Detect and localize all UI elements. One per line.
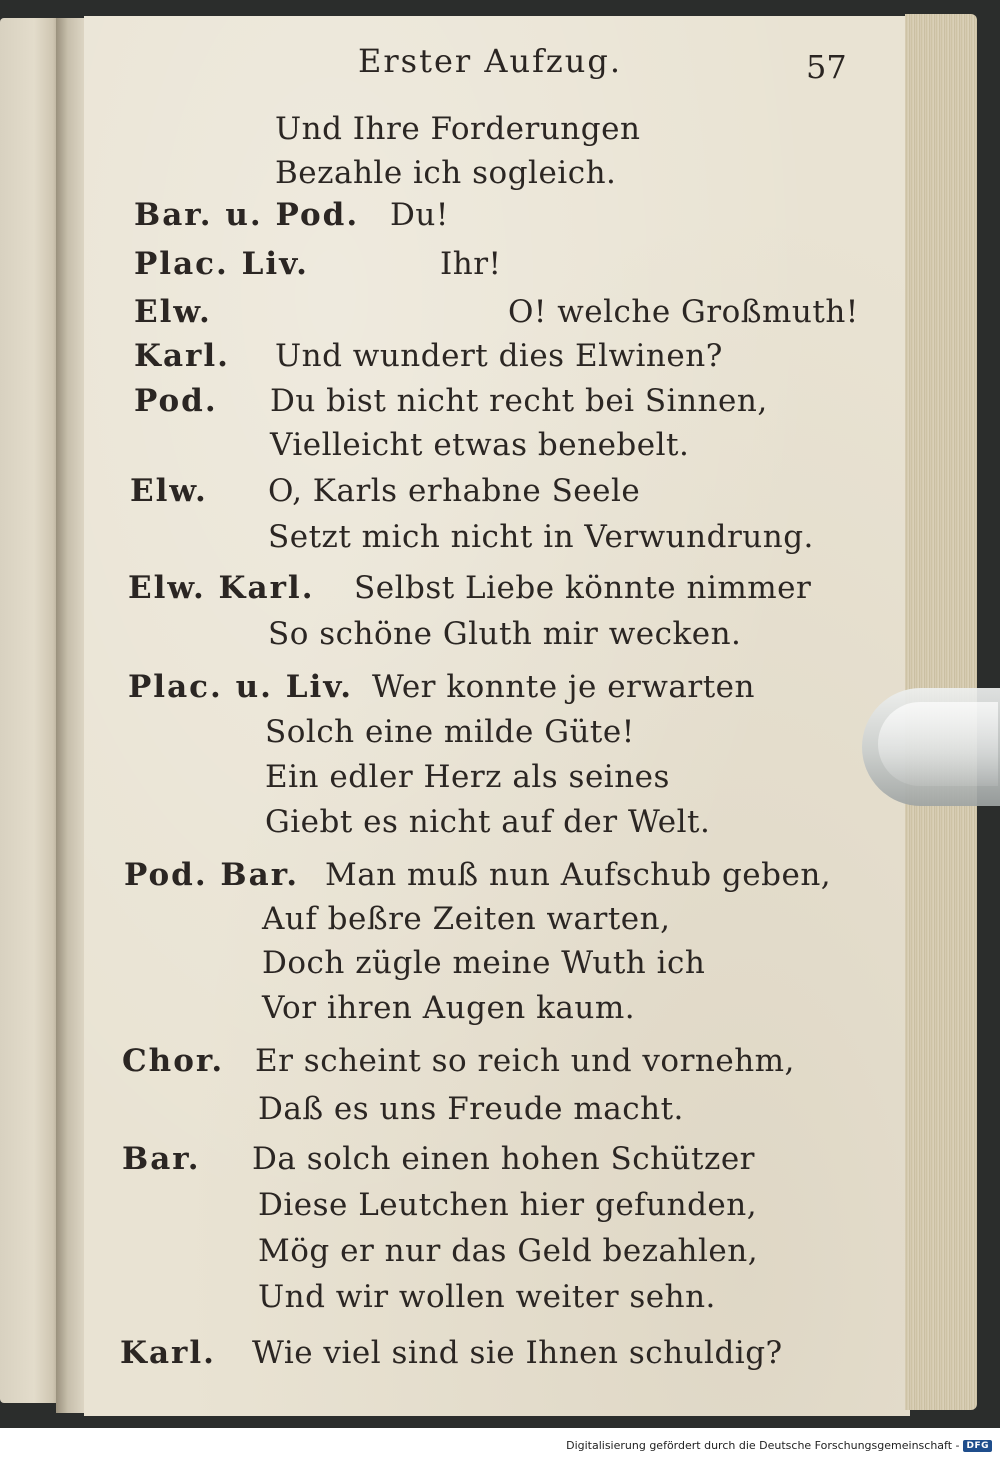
verse-line: Diese Leutchen hier gefunden, (258, 1187, 758, 1223)
page-number: 57 (806, 48, 847, 86)
verse-line: Und wir wollen weiter sehn. (258, 1279, 716, 1315)
verse-line: So schöne Gluth mir wecken. (268, 616, 742, 652)
verse-line: Man muß nun Aufschub geben, (325, 857, 832, 893)
verse-line: Vor ihren Augen kaum. (262, 990, 636, 1026)
speaker-label: Elw. Karl. (128, 570, 315, 606)
verse-line: Du bist nicht recht bei Sinnen, (270, 383, 768, 419)
speaker-label: Plac. Liv. (134, 246, 309, 282)
verse-line: Selbst Liebe könnte nimmer (354, 570, 812, 606)
verse-line: Ein edler Herz als seines (265, 759, 670, 795)
verse-line: Daß es uns Freude macht. (258, 1091, 684, 1127)
verse-line: Mög er nur das Geld bezahlen, (258, 1233, 759, 1269)
verse-line: Vielleicht etwas benebelt. (270, 427, 690, 463)
verse-line: Da solch einen hohen Schützer (252, 1141, 755, 1177)
speaker-label: Elw. (134, 294, 212, 330)
page-clip-highlight (878, 702, 998, 786)
speaker-label: Elw. (130, 473, 208, 509)
verse-line: Du! (390, 197, 449, 233)
speaker-label: Pod. (134, 383, 218, 419)
dfg-logo-icon: DFG (963, 1440, 992, 1452)
verse-line: Giebt es nicht auf der Welt. (265, 804, 711, 840)
speaker-label: Chor. (122, 1043, 225, 1079)
verse-line: Und Ihre Forderungen (275, 111, 641, 147)
verse-line: Doch zügle meine Wuth ich (262, 945, 706, 981)
verse-line: Bezahle ich sogleich. (275, 155, 617, 191)
verse-line: Wie viel sind sie Ihnen schuldig? (252, 1335, 783, 1371)
verse-line: Er scheint so reich und vornehm, (255, 1043, 795, 1079)
digitization-credit (566, 1439, 992, 1452)
speaker-label: Karl. (120, 1335, 216, 1371)
verse-line: O, Karls erhabne Seele (268, 473, 641, 509)
verse-line: Und wundert dies Elwinen? (275, 338, 723, 374)
verse-line: Wer konnte je erwarten (372, 669, 755, 705)
running-header: Erster Aufzug. (358, 42, 623, 80)
credit-text: Digitalisierung gefördert durch die Deutsche Forschungsgemeinschaft - (566, 1439, 960, 1452)
verse-line: Auf beßre Zeiten warten, (262, 901, 671, 937)
left-page-edge (0, 18, 62, 1403)
verse-line: Solch eine milde Güte! (265, 714, 635, 750)
speaker-label: Bar. u. Pod. (134, 197, 360, 233)
verse-line: Ihr! (440, 246, 502, 282)
speaker-label: Karl. (134, 338, 230, 374)
speaker-label: Bar. (122, 1141, 201, 1177)
speaker-label: Pod. Bar. (124, 857, 299, 893)
speaker-label: Plac. u. Liv. (128, 669, 354, 705)
verse-line: Setzt mich nicht in Verwundrung. (268, 519, 814, 555)
verse-line: O! welche Großmuth! (508, 294, 859, 330)
